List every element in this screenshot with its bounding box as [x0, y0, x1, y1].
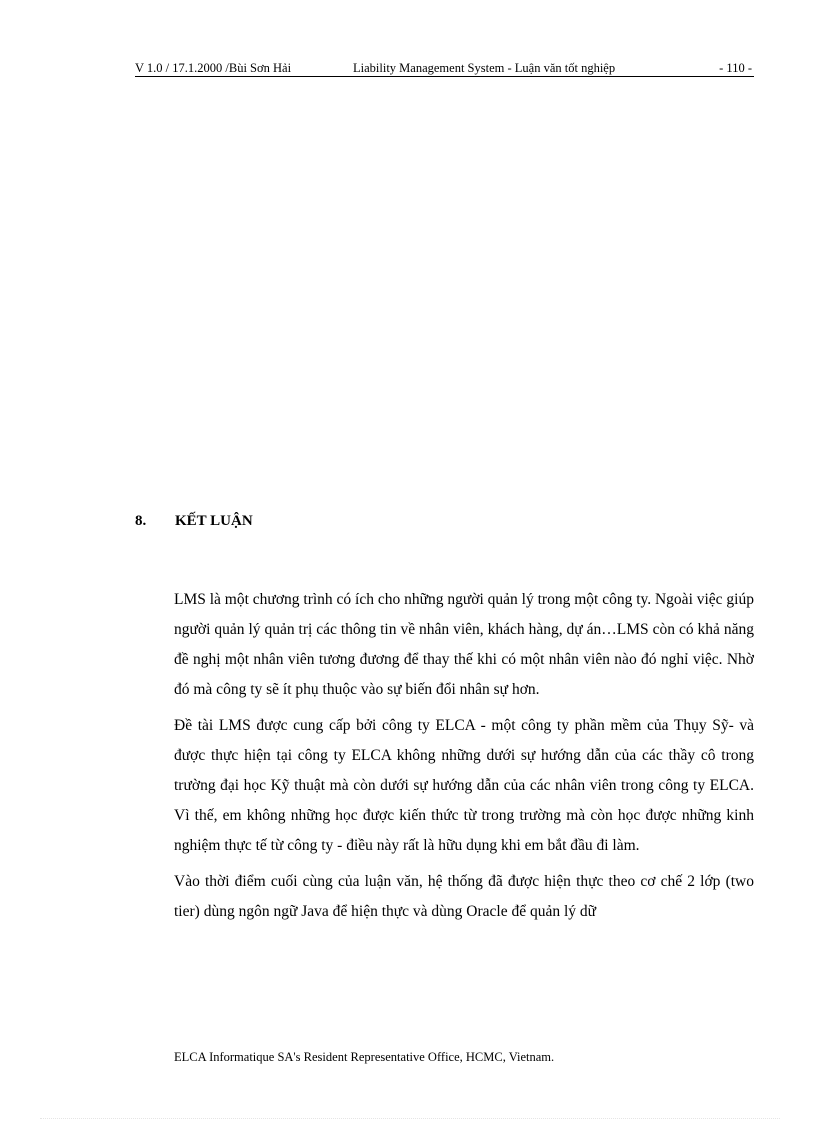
- page-header: [135, 60, 754, 77]
- paragraph-1: LMS là một chương trình có ích cho những người quản lý trong một công ty. Ngoài việc giúp người quản lý quản trị các thông tin về nhân viên, khách hàng, dự án…LMS còn có khả năng đề nghị một nhân viên tương đương để thay thế khi có một nhân viên nào đó nghỉ việc. Nhờ đó mà công ty sẽ ít phụ thuộc vào sự biến đổi nhân sự hơn.: [174, 591, 754, 698]
- section-heading: [135, 510, 253, 532]
- header-version-author: V 1.0 / 17.1.2000 /Bùi Sơn Hải: [135, 61, 292, 75]
- bottom-divider: [40, 1118, 780, 1119]
- paragraph-2: Đề tài LMS được cung cấp bởi công ty ELCA - một công ty phần mềm của Thụy Sỹ- và được thực hiện tại công ty ELCA không những dưới sự hướng dẫn của các thầy cô trong trường đại học Kỹ thuật mà còn dưới sự hướng dẫn của các nhân viên trong công ty ELCA. Vì thế, em không những học được kiến thức từ trong trường mà còn học được những kinh nghiệm thực tế từ công ty - điều này rất là hữu dụng khi em bắt đầu đi làm.: [174, 717, 754, 854]
- paragraph-3: Vào thời điểm cuối cùng của luận văn, hệ thống đã được hiện thực theo cơ chế 2 lớp (two tier) dùng ngôn ngữ Java để hiện thực và dùng Oracle để quản lý dữ: [174, 873, 754, 920]
- header-page-number: - 110 -: [719, 61, 752, 75]
- page-footer: ELCA Informatique SA's Resident Representative Office, HCMC, Vietnam.: [174, 1050, 555, 1064]
- header-document-title: Liability Management System - Luận văn tốt nghiệp: [353, 61, 616, 75]
- section-number: 8.: [135, 513, 147, 529]
- body-text: [174, 585, 754, 933]
- section-title: KẾT LUẬN: [175, 513, 253, 529]
